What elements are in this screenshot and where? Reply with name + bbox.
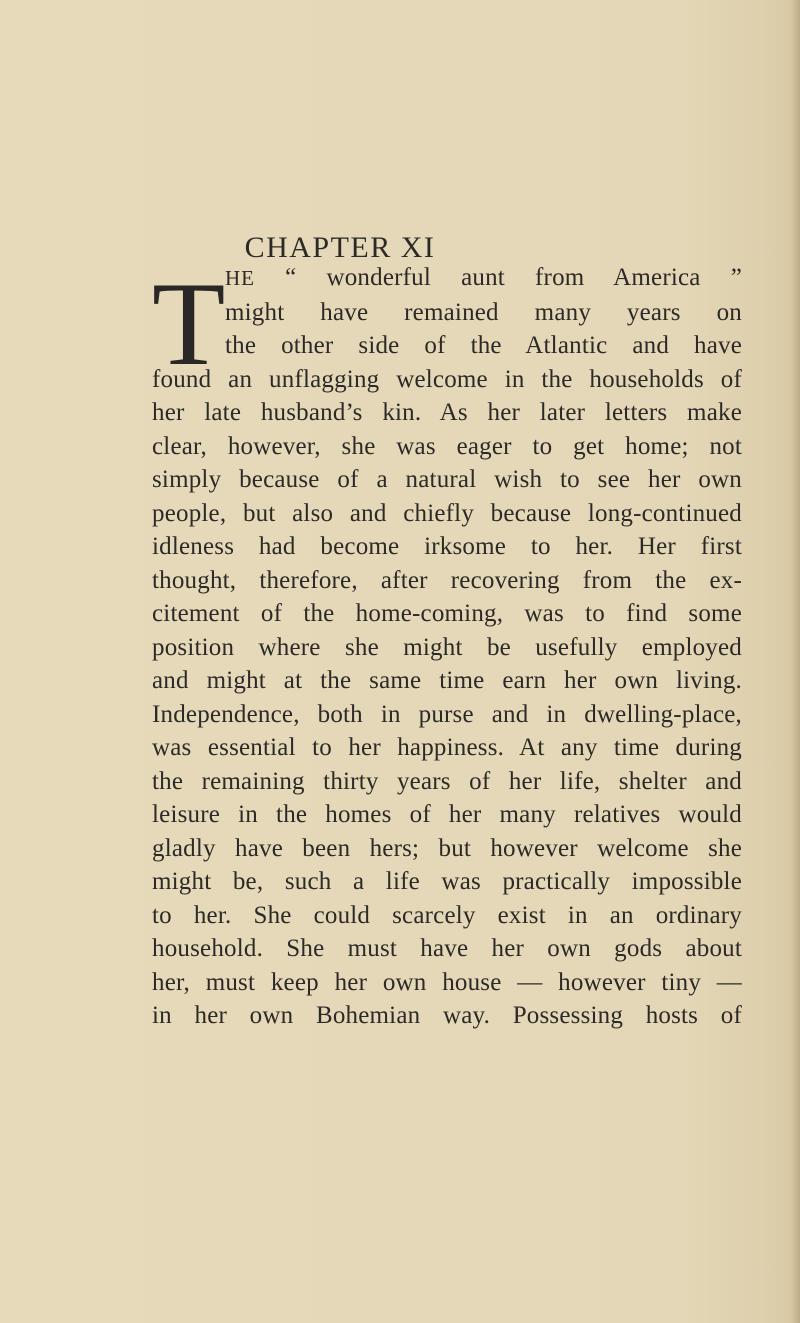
text-line: leisure in the homes of her many relatives would: [152, 801, 742, 828]
text-line: citement of the home-coming, was to find some: [152, 600, 742, 627]
text-line: her, must keep her own house — however tiny —: [152, 968, 742, 996]
text-line: household. She must have her own gods about: [152, 935, 742, 962]
text-line: Independence, both in purse and in dwelling-place,: [152, 700, 742, 728]
text-line: in her own Bohemian way. Possessing hosts of: [152, 1002, 742, 1029]
text-line: might be, such a life was practically impossible: [152, 868, 742, 895]
text-line-rest: “ wonderful aunt from America ”: [255, 264, 742, 291]
small-caps-lead: HE: [225, 266, 255, 290]
drop-cap: T: [152, 257, 226, 390]
text-line: was essential to her happiness. At any time during: [152, 734, 742, 761]
text-line: her late husband’s kin. As her later letters make: [152, 399, 742, 426]
text-line: [152, 261, 742, 296]
text-line: gladly have been hers; but however welcome she: [152, 834, 742, 862]
text-line: the remaining thirty years of her life, shelter and: [152, 767, 742, 795]
page-edge-shadow: [790, 0, 800, 1323]
text-line: found an unflagging welcome in the households of: [152, 365, 742, 393]
text-line: to her. She could scarcely exist in an ordinary: [152, 901, 742, 929]
text-line: thought, therefore, after recovering from the ex-: [152, 566, 742, 594]
text-line: people, but also and chiefly because long-continued: [152, 499, 742, 527]
text-line: clear, however, she was eager to get home; not: [152, 432, 742, 460]
text-line: simply because of a natural wish to see her own: [152, 466, 742, 493]
text-line: the other side of the Atlantic and have: [225, 332, 742, 359]
text-line: and might at the same time earn her own living.: [152, 667, 742, 694]
text-line: position where she might be usefully employed: [152, 633, 742, 661]
text-line: might have remained many years on: [225, 298, 742, 326]
body-text: [152, 257, 742, 1033]
chapter-heading: CHAPTER XI: [244, 231, 436, 264]
text-line: idleness had become irksome to her. Her first: [152, 533, 742, 560]
